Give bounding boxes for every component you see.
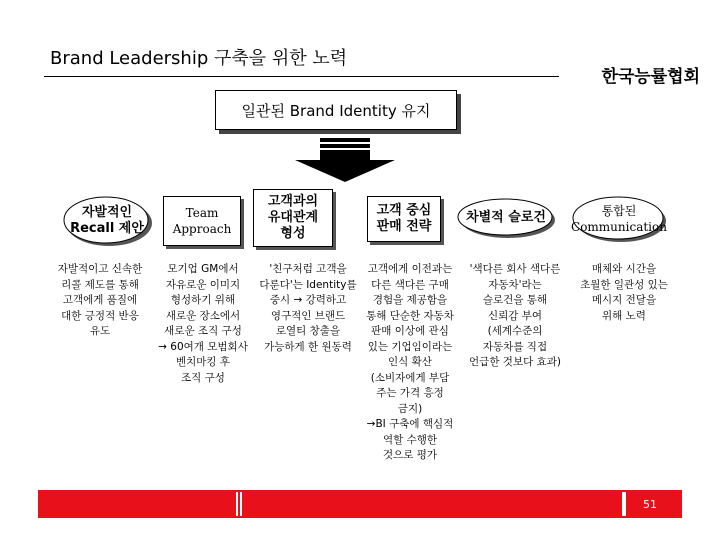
- footer-separator: [236, 492, 242, 516]
- header-label: 고객 중심 판매 전략: [376, 203, 432, 234]
- column-text-relationship: '친구처럼 고객을 다룬다'는 Identity를 중시 → 강력하고 영구적인 브랜드 로열티 창출을 가능하게 한 원동력: [259, 263, 357, 353]
- header-label: 차별적 슬로건: [466, 210, 546, 225]
- column-text-slogan: '색다른 회사 색다른 자동차'라는 슬로건을 통해 신뢰감 부여 (세계수준의 자동차를 직접 언급한 것보다 효과): [469, 263, 561, 368]
- header-label: Team Approach: [172, 206, 232, 236]
- header-customer-centric-sales: [367, 196, 441, 242]
- page-number: 51: [643, 497, 657, 511]
- column-text-sales: 고객에게 이전과는 다른 색다른 구매 경험을 제공함을 통해 단순한 자동차 판매 이상에 관심 있는 기업임이라는 인식 확산 (소비자에게 부담 주는 가격 흥정 금지) →BI 구축에 핵심적 역할 수행한 것으로 평가: [366, 263, 454, 461]
- organization-name: 한국능률협회: [601, 67, 700, 87]
- header-differentiated-slogan: [456, 196, 556, 240]
- header-integrated-communication: [570, 194, 668, 244]
- column-text-team: 모기업 GM에서 자유로운 이미지 형성하기 위해 새로운 장소에서 새로운 조직 구성 → 60여개 모범회사 벤치마킹 후 조직 구성: [158, 263, 248, 384]
- banner-label: 일관된 Brand Identity 유지: [241, 101, 431, 120]
- footer-bar: [38, 490, 682, 518]
- footer-separator: [622, 492, 626, 516]
- header-voluntary-recall: [62, 194, 152, 248]
- header-label: 통합된 Communication: [571, 204, 667, 234]
- header-team-approach: [163, 196, 241, 246]
- title-divider: [44, 76, 559, 77]
- down-arrow-icon: [290, 138, 400, 182]
- column-text-communication: 매체와 시간을 초월한 일관성 있는 메시지 전달을 위해 노력: [580, 263, 668, 322]
- header-label: 자발적인 Recall 제안: [70, 205, 144, 236]
- header-customer-relationship: [253, 189, 333, 247]
- brand-identity-banner: [215, 90, 457, 130]
- column-text-recall: 자발적이고 신속한 리콜 제도를 통해 고객에게 품질에 대한 긍정적 반응 유도: [57, 263, 143, 337]
- header-label: 고객과의 유대관계 형성: [267, 194, 319, 241]
- page-title: Brand Leadership 구축을 위한 노력: [50, 48, 348, 69]
